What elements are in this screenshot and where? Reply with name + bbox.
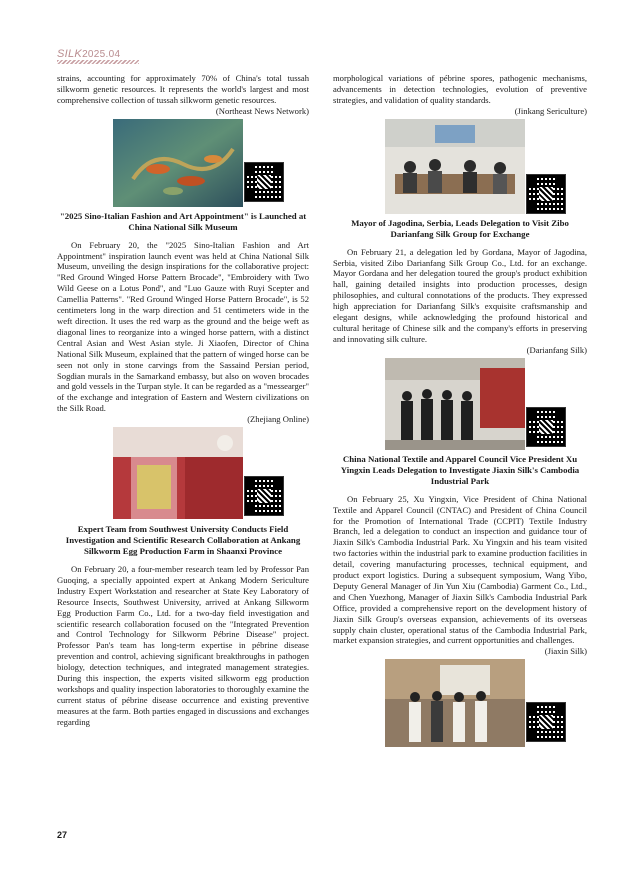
article-source: (Zhejiang Online) xyxy=(247,414,309,425)
article-source: (Darianfang Silk) xyxy=(526,344,587,355)
left-intro-text: strains, accounting for approximately 70% of China's total tussah silkworm genetic resources. It represents the world's largest and most comprehensive collection of tussah silkworm genetic resources. xyxy=(57,73,309,105)
article-title: Mayor of Jagodina, Serbia, Leads Delegation to Visit Zibo Darianfang Silk Group for Exchange xyxy=(351,217,569,239)
right-intro-source: (Jinkang Sericulture) xyxy=(514,105,587,116)
article-body: On February 25, Xu Yingxin, Vice President of China National Textile and Apparel Council (CNTAC) and President of China Council for the Promotion of International Trade (CCPIT) Textile Industry Branch, led a delegation to conduct an inspection and guidance tour of Jiaxin Silk's Cambodia Industrial Park. Xu Yingxin and his team visited two factories within the industrial park to examine production facilities in detail, covering manufacturing processes, technical equipment, and product export logistics. During a subsequent symposium, Wang Yibo, Deputy General Manager of Jin Yun Xiu (Cambodia) Garment Co., Ltd., and Chen Yuezhong, Manager of Jiaxin Silk's Cambodia Industrial Park Office, provided a comprehensive report on the development history of Jiaxin Silk Group's overseas expansion, achievements of its overseas supply chain cluster, operational status of the Cambodia Industrial Park, market expansion strategies, and current opportunities and challenges. xyxy=(333,493,587,646)
article-title: Expert Team from Southwest University Conducts Field Investigation and Scientific Research Collaboration at Ankang Silkworm Egg Production Farm in Shaanxi Province xyxy=(65,524,301,557)
silk-figures-photo xyxy=(113,119,283,207)
exhibition-image xyxy=(113,427,243,519)
left-column xyxy=(57,73,309,728)
article-body: On February 20, a four-member research team led by Professor Pan Guoqing, a specially appointed expert at Ankang Modern Sericulture Industry Expert Workstation and researcher at State Key Laboratory of Resource Insects, Southwest University, arrived at Ankang Silkworm Egg Production Farm Co., Ltd. for a two-day field investigation and scientific research collaboration focused on the "Integrated Prevention and Control Technology for Silkworm Pébrine Disease" project. Professor Pan's team has long-term expertise in pébrine disease prevention and control, achieving significant breakthroughs in pathogen biology, detection techniques, and integrated management strategies. During this inspection, the experts visited silkworm egg production workshops and quality inspection laboratories to thoroughly examine the current status of pébrine disease occurrence and existing preventive measures at the farm. Both parties engaged in discussions and exchanges regarding xyxy=(57,564,309,727)
page-number: 27 xyxy=(57,830,68,840)
issue-number: 2025.04 xyxy=(82,49,121,60)
exhibition-photo xyxy=(113,427,283,519)
factory-visit-image xyxy=(385,659,525,747)
delegation-group-image xyxy=(385,358,525,450)
article-title: China National Textile and Apparel Council Vice President Xu Yingxin Leads Delegation to Investigate Jiaxin Silk's Cambodia Industrial Park xyxy=(340,453,580,486)
article-title: "2025 Sino-Italian Fashion and Art Appointment" is Launched at China National Silk Museum xyxy=(59,210,307,232)
qr-code-icon xyxy=(527,408,565,446)
article-source: (Jiaxin Silk) xyxy=(544,646,587,657)
article-body: On February 21, a delegation led by Gordana, Mayor of Jagodina, Serbia, visited Zibo Darianfang Silk Group Co., Ltd. for an exchange. Mayor Gordana and her delegation toured the group's product exhibition hall, gaining detailed insights into production processes, design philosophies, and cultural connotations of the products. They expressed high appreciation for Darianfang Silk's exquisite craftsmanship and elegant designs, while acknowledging the profound historical and cultural heritage of Chinese silk and the company's efforts in preserving and innovating silk culture. xyxy=(333,246,587,344)
page-header xyxy=(57,48,120,60)
article-body: On February 20, the "2025 Sino-Italian Fashion and Art Appointment" inspiration launch event was held at China National Silk Museum, unveiling the design inspirations for the collaborative project: "Red Ground Winged Horse Pattern Brocade", "Embroidery with Two Wild Geese on a Lotus Pond", and "Luo Gauze with Ruyi Scepter and Camellia Patterns". "Red Ground Winged Horse Pattern Brocade", is 52 centimeters long in the warp direction and 51 centimeters wide in the weft direction. It uses the red warp as the ground and the beige weft as diagonal lines to reorganize into a winged horse pattern, with a distinct Central Asian and West Asian style. Ji Xiaofen, Director of China National Silk Museum, explained that the pattern of winged horse can be seen not only in stone carvings from the Sassaind Persian period, Sogdian murals in the Samarkand embassy, but also on woven brocades and gold vessels in the Turpan style. It can be regarded as a "messearger" of the exchange and integration of Eastern and Western civilizations on the Silk Road. xyxy=(57,239,309,414)
qr-code-icon xyxy=(527,703,565,741)
right-column xyxy=(333,73,587,747)
delegation-meeting-image xyxy=(385,119,525,214)
right-intro-text: morphological variations of pébrine spores, pathogenic mechanisms, advancements in detection technologies, evolution of preventive strategies, and validation of quality standards. xyxy=(333,73,587,105)
qr-code-icon xyxy=(527,175,565,213)
delegation-group-photo xyxy=(385,358,565,450)
left-intro-source: (Northeast News Network) xyxy=(215,105,309,116)
qr-code-icon xyxy=(245,477,283,515)
qr-code-icon xyxy=(245,163,283,201)
brand-name: SILK xyxy=(57,48,83,60)
factory-visit-photo xyxy=(385,659,565,747)
delegation-meeting-photo xyxy=(385,119,565,214)
silk-figures-image xyxy=(113,119,243,207)
header-stripe xyxy=(57,60,139,64)
